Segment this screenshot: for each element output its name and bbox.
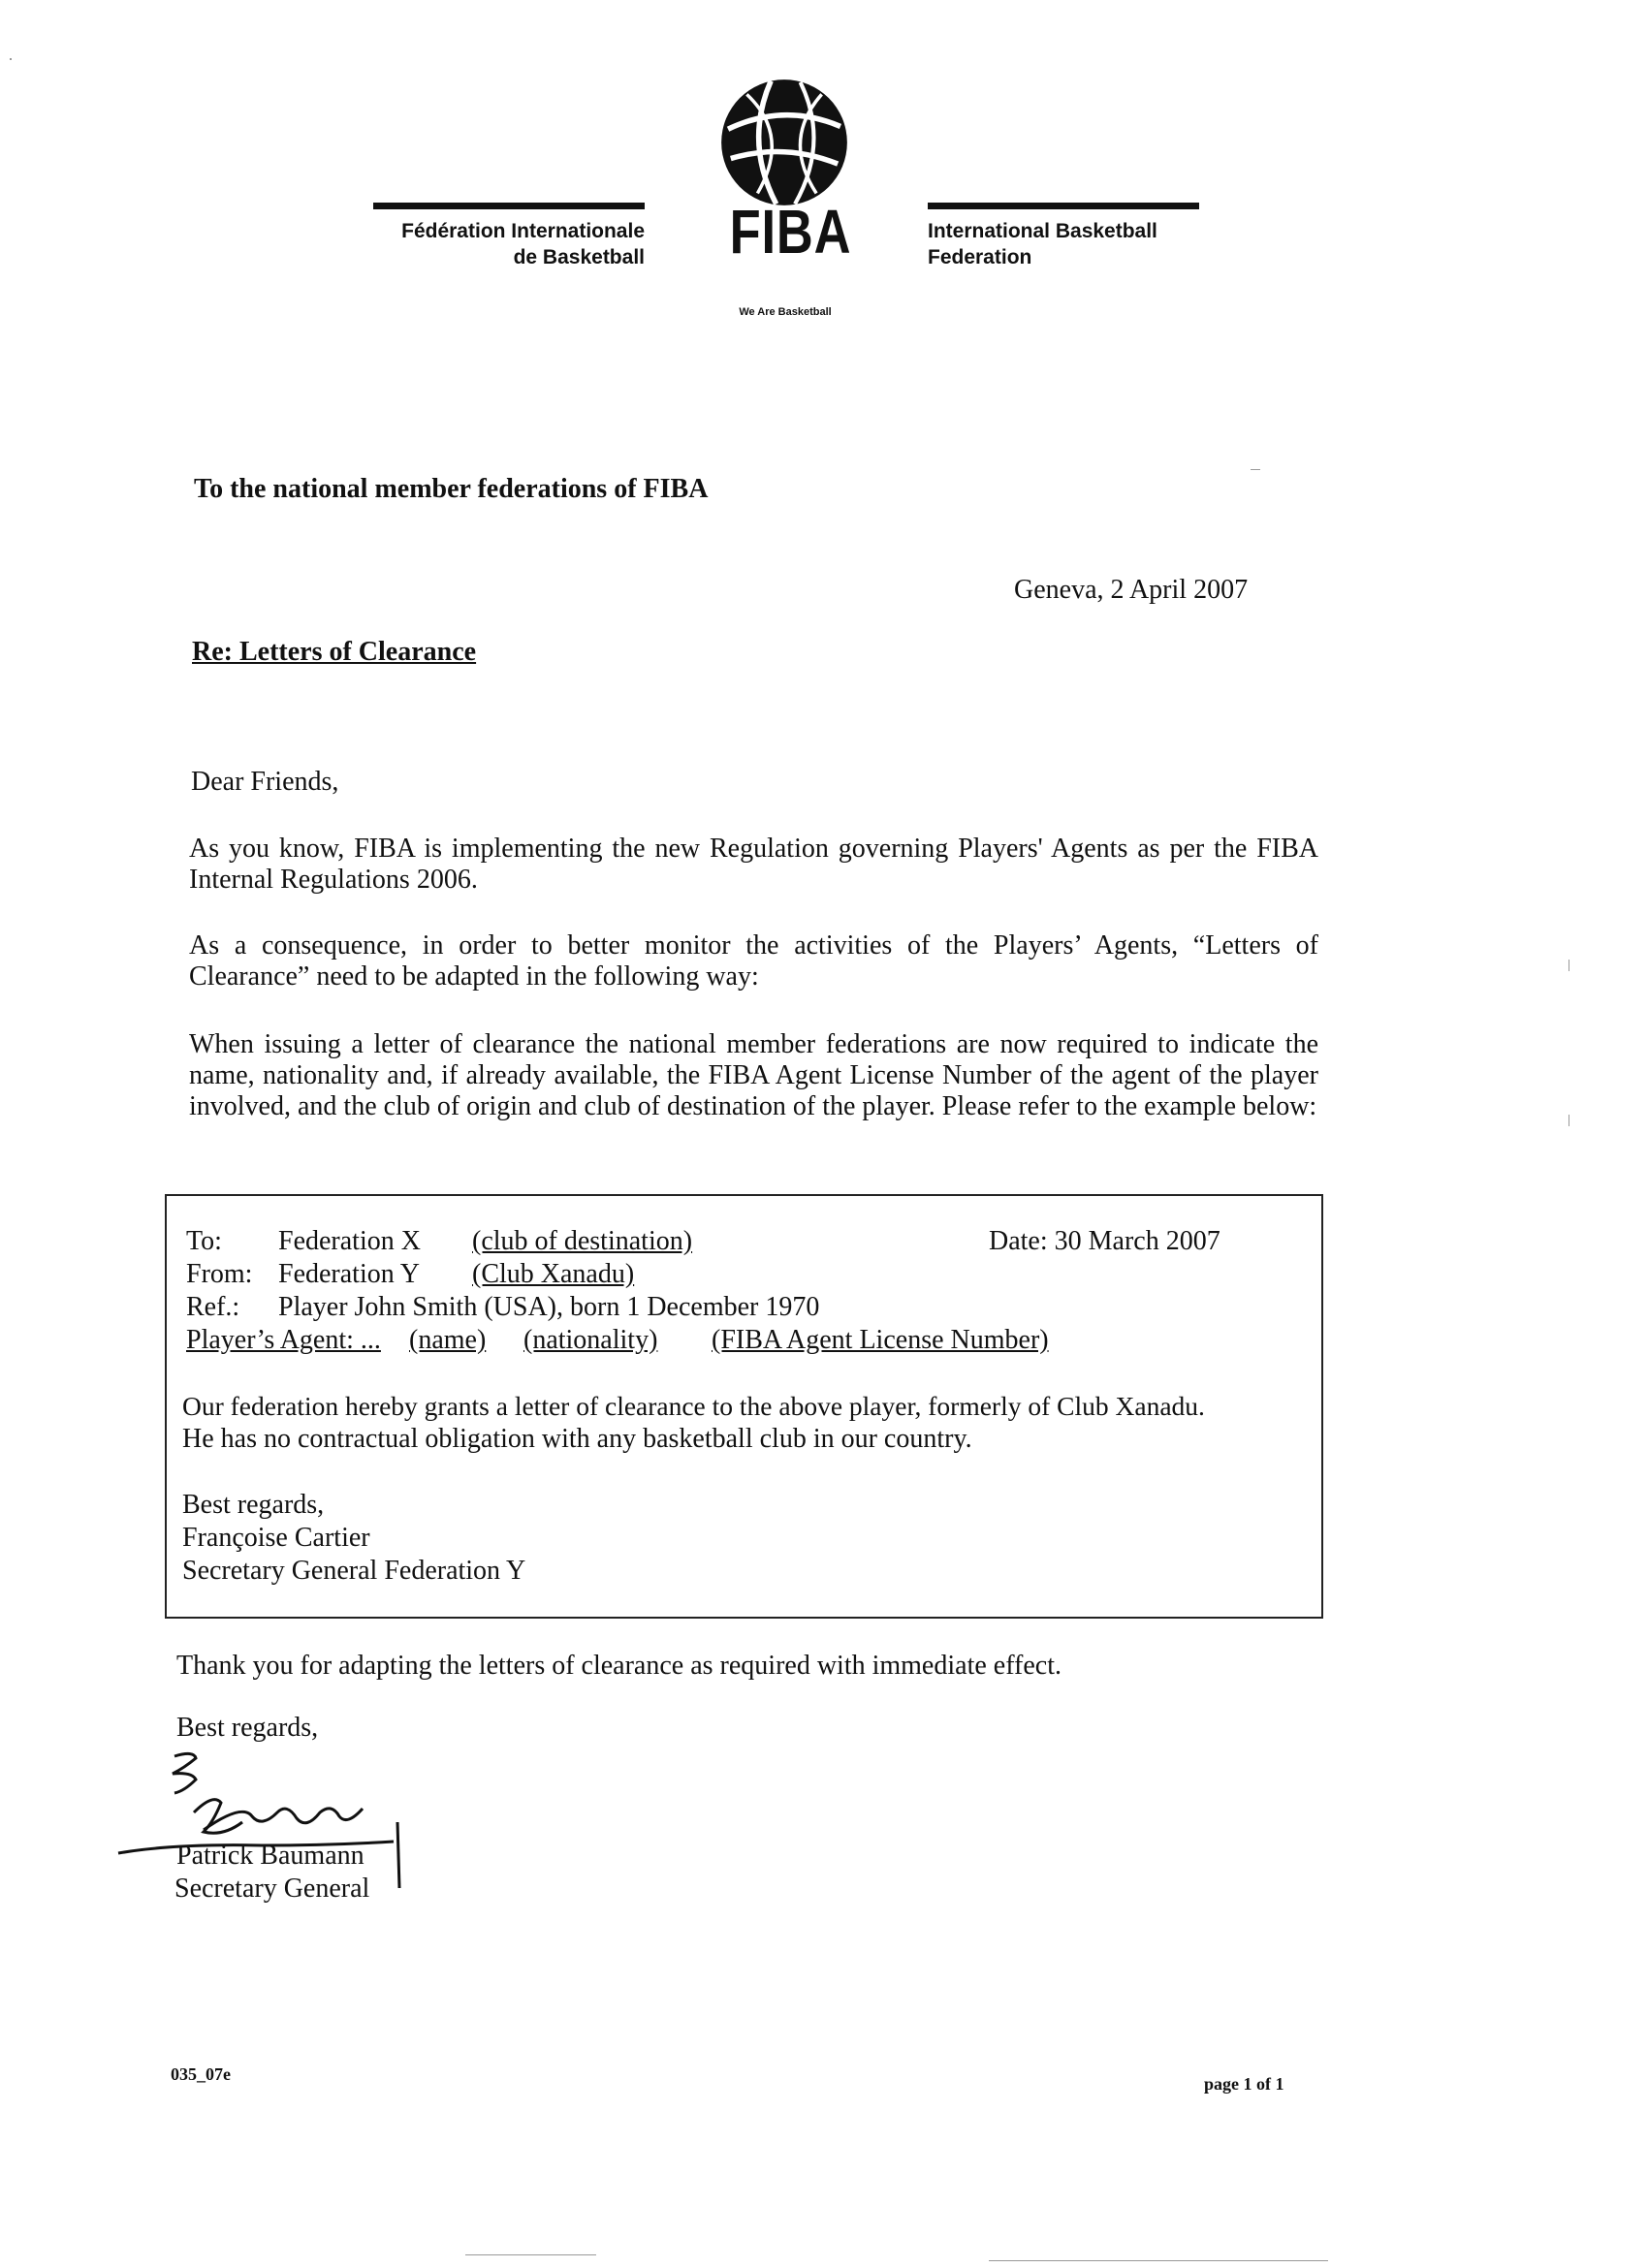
scan-artifact [1251, 469, 1260, 470]
example-from-label: From: [186, 1259, 253, 1289]
example-closing: Best regards, [182, 1490, 325, 1520]
signer-name: Patrick Baumann [176, 1841, 364, 1871]
example-signer-title: Secretary General Federation Y [182, 1556, 526, 1586]
example-to-note: (club of destination) [472, 1226, 693, 1256]
letterhead-left [373, 218, 645, 270]
fiba-tagline: We Are Basketball [739, 306, 832, 318]
example-to-label: To: [186, 1226, 222, 1256]
page-number: page 1 of 1 [1204, 2074, 1284, 2094]
paragraph-2: As a consequence, in order to better monitor the activities of the Players’ Agents, “Letters of Clearance” need to be adapted in the following way: [189, 930, 1318, 992]
document-reference: 035_07e [171, 2064, 231, 2084]
example-body-line1: Our federation hereby grants a letter of clearance to the above player, formerly of Club Xanadu. [182, 1391, 1205, 1421]
closing: Best regards, [176, 1713, 319, 1743]
letterhead-right [928, 218, 1219, 270]
scan-artifact [465, 2254, 596, 2255]
example-agent-nationality: (nationality) [523, 1325, 658, 1355]
signer-title: Secretary General [174, 1874, 370, 1904]
example-signer-name: Françoise Cartier [182, 1523, 370, 1553]
fiba-logo-text: FIBA [729, 197, 852, 267]
scan-artifact [10, 58, 12, 60]
letterhead-right-line1: International Basketball [928, 220, 1157, 242]
example-agent-name: (name) [409, 1325, 487, 1355]
example-agent-license: (FIBA Agent License Number) [712, 1325, 1049, 1355]
example-agent-label: Player’s Agent: ... [186, 1325, 381, 1355]
paragraph-3: When issuing a letter of clearance the national member federations are now required to indicate the name, nationality and, if already available, the FIBA Agent License Number of the agent of the player involved, and the club of origin and club of destination of the player. Please refer to the example below: [189, 1029, 1318, 1121]
scan-artifact [989, 2260, 1328, 2261]
example-to-value: Federation X [278, 1226, 421, 1256]
letterhead-left-line1: Fédération Internationale [401, 220, 645, 242]
example-from-value: Federation Y [278, 1259, 420, 1289]
letterhead-rule-right [928, 203, 1199, 209]
salutation: Dear Friends, [191, 767, 339, 797]
fiba-logo-icon [717, 76, 851, 209]
subject-line: Re: Letters of Clearance [192, 637, 477, 667]
letterhead-rule-left [373, 203, 645, 209]
example-date: Date: 30 March 2007 [989, 1226, 1220, 1256]
recipient-line: To the national member federations of FIBA [194, 474, 709, 504]
example-ref-label: Ref.: [186, 1292, 240, 1322]
example-from-note: (Club Xanadu) [472, 1259, 635, 1289]
paragraph-1: As you know, FIBA is implementing the new Regulation governing Players' Agents as per the FIBA Internal Regulations 2006. [189, 834, 1318, 895]
place-date: Geneva, 2 April 2007 [1014, 575, 1249, 605]
letterhead-right-line2: Federation [928, 246, 1032, 268]
example-letter-box [165, 1194, 1323, 1619]
letterhead-left-line2: de Basketball [513, 246, 645, 268]
example-body-line2: He has no contractual obligation with any basketball club in our country. [182, 1424, 972, 1454]
example-ref-value: Player John Smith (USA), born 1 December 1970 [278, 1292, 820, 1322]
thanks-line: Thank you for adapting the letters of clearance as required with immediate effect. [176, 1651, 1062, 1681]
